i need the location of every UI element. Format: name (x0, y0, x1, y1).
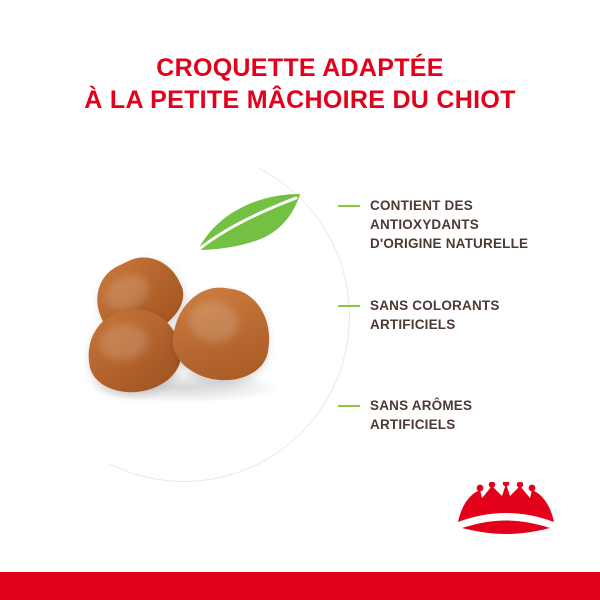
list-item (338, 296, 578, 360)
feature-text (370, 296, 578, 334)
feature-list (338, 196, 578, 496)
bottom-red-bar (0, 572, 600, 600)
feature-line-1: SANS COLORANTS (370, 298, 500, 313)
page-title (0, 52, 600, 116)
feature-line-2: ARTIFICIELS (370, 317, 456, 332)
feature-line-1: SANS ARÔMES (370, 398, 473, 413)
page-title-line-1: CROQUETTE ADAPTÉE (156, 54, 444, 82)
page-title-line-2: À LA PETITE MÂCHOIRE DU CHIOT (84, 86, 516, 114)
green-leaf-icon (196, 192, 316, 254)
feature-text (370, 196, 578, 253)
feature-line-2: ARTIFICIELS (370, 417, 456, 432)
feature-text (370, 396, 578, 434)
green-dash-icon (338, 405, 360, 407)
kibble-illustration (82, 252, 302, 412)
feature-line-1: CONTIENT DES (370, 198, 473, 213)
feature-line-3: D'ORIGINE NATURELLE (370, 236, 529, 251)
feature-line-2: ANTIOXYDANTS (370, 217, 479, 232)
kibble-icon (168, 282, 276, 386)
list-item (338, 196, 578, 260)
green-dash-icon (338, 205, 360, 207)
green-dash-icon (338, 305, 360, 307)
list-item (338, 396, 578, 460)
royal-canin-crown-logo (452, 482, 560, 540)
